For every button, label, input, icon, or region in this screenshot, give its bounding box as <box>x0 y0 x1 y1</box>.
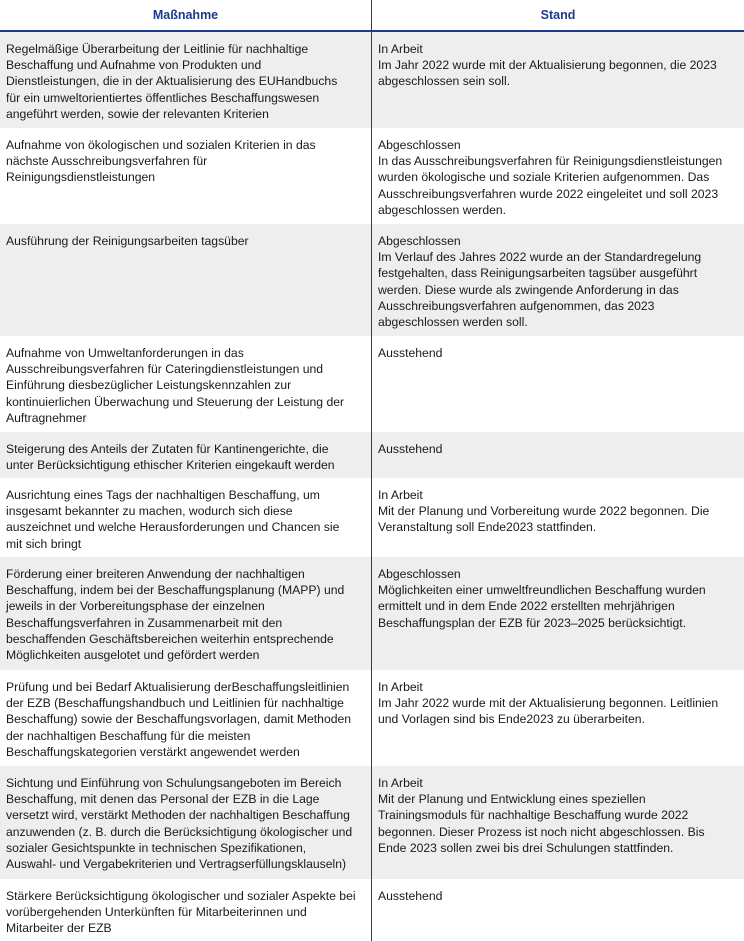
table-header <box>0 0 744 32</box>
status-label: In Arbeit <box>378 776 423 790</box>
status-detail: Mit der Planung und Entwicklung eines speziellen Trainingsmoduls für nachhaltige Beschaffung wurde 2022 begonnen. Dieser Prozess ist noch nicht abgeschlossen. Bis Ende 2023 sollen zwei bis drei Schulungen stattfinden. <box>378 792 705 855</box>
table-row <box>0 478 744 557</box>
measure-cell: Aufnahme von ökologischen und sozialen Kriterien in das nächste Ausschreibungsverfahren für Reinigungsdienstleistungen <box>6 138 316 185</box>
status-label: Ausstehend <box>378 442 443 456</box>
status-detail: Im Jahr 2022 wurde mit der Aktualisierung begonnen. Leitlinien und Vorlagen sind bis Ende2023 zu überarbeiten. <box>378 696 719 727</box>
measure-cell: Sichtung und Einführung von Schulungsangeboten im Bereich Beschaffung, mit denen das Personal der EZB in die Lage versetzt wird, verstärkt Methoden der nachhaltigen Beschaffung anzuwenden (z. B. durch die Berücksichtigung ökologischer und sozialer Gesichtspunkte in technischen Spezifikationen, Auswahl- und Vergabekriterien und Vertragserfüllungsklauseln) <box>6 776 353 872</box>
status-label: Ausstehend <box>378 889 443 903</box>
table-row <box>0 32 744 128</box>
status-detail: Mit der Planung und Vorbereitung wurde 2022 begonnen. Die Veranstaltung soll Ende2023 stattfinden. <box>378 504 710 535</box>
status-label: Abgeschlossen <box>378 234 461 248</box>
status-cell <box>371 766 744 879</box>
table-row <box>0 128 744 224</box>
status-detail: In das Ausschreibungsverfahren für Reinigungsdienstleistungen wurden ökologische und soziale Kriterien aufgenommen. Das Ausschreibungsverfahren wurde 2022 eingeleitet und soll 2023 abgeschlossen werden. <box>378 154 723 217</box>
table-row <box>0 670 744 766</box>
status-detail: Möglichkeiten einer umweltfreundlichen Beschaffung wurden ermittelt und in dem Ende 2022 erstellten mehrjährigen Beschaffungsplan der EZB für 2023–2025 berücksichtigt. <box>378 583 706 630</box>
status-cell <box>371 879 744 941</box>
table-row <box>0 766 744 879</box>
measure-cell: Ausrichtung eines Tags der nachhaltigen Beschaffung, um insgesamt bekannter zu machen, wodurch sich diese auszeichnet und welche Herausforderungen und Chancen sie mit sich bringt <box>6 488 340 551</box>
measure-cell: Prüfung und bei Bedarf Aktualisierung derBeschaffungsleitlinien der EZB (Beschaffungshandbuch und Leitlinien für nachhaltige Beschaffung) sowie der Beschaffungsvorlagen, damit Methoden der nachhaltigen Beschaffung für die meisten Beschaffungskategorien verstärkt angewendet werden <box>6 680 352 759</box>
status-cell <box>371 32 744 128</box>
header-stand: Stand <box>371 0 744 30</box>
status-label: Ausstehend <box>378 346 443 360</box>
table-row <box>0 432 744 478</box>
measure-cell: Stärkere Berücksichtigung ökologischer und sozialer Aspekte bei vorübergehenden Unterkünften für Mitarbeiterinnen und Mitarbeiter der EZB <box>6 889 356 936</box>
table-row <box>0 557 744 670</box>
header-massnahme: Maßnahme <box>152 8 219 22</box>
status-label: Abgeschlossen <box>378 567 461 581</box>
measure-cell: Förderung einer breiteren Anwendung der nachhaltigen Beschaffung, indem bei der Beschaffungsplanung (MAPP) und jeweils in der Vorbereitungsphase der einzelnen Beschaffungsverfahren in Zusammenarbeit mit den beschaffenden Geschäftsbereichen weiterhin entsprechende Möglichkeiten ausgelotet und gefördert werden <box>6 567 345 663</box>
status-label: In Arbeit <box>378 680 423 694</box>
status-label: Abgeschlossen <box>378 138 461 152</box>
status-detail: Im Jahr 2022 wurde mit der Aktualisierung begonnen, die 2023 abgeschlossen sein soll. <box>378 58 717 89</box>
status-cell <box>371 557 744 670</box>
table-row <box>0 879 744 941</box>
status-detail: Im Verlauf des Jahres 2022 wurde an der Standardregelung festgehalten, dass Reinigungsarbeiten tagsüber ausgeführt werden. Diese wurde als zwingende Anforderung in das Ausschreibungsverfahren aufgenommen, das 2023 abgeschlossen werden soll. <box>378 250 702 330</box>
measure-cell: Regelmäßige Überarbeitung der Leitlinie für nachhaltige Beschaffung und Aufnahme von Produkten und Dienstleistungen, die in der Aktualisierung des EUHandbuchs für ein umweltorientiertes öffentliches Beschaffungswesen angeführt werden, sowie der relevanten Kriterien <box>6 42 338 121</box>
measure-cell: Ausführung der Reinigungsarbeiten tagsüber <box>6 234 249 248</box>
status-label: In Arbeit <box>378 42 423 56</box>
status-label: In Arbeit <box>378 488 423 502</box>
status-cell <box>371 670 744 766</box>
status-cell <box>371 336 744 432</box>
table-row <box>0 336 744 432</box>
status-cell <box>371 478 744 557</box>
status-cell <box>371 224 744 336</box>
measure-cell: Steigerung des Anteils der Zutaten für Kantinengerichte, die unter Berücksichtigung ethischer Kriterien eingekauft werden <box>6 442 335 473</box>
status-cell <box>371 432 744 478</box>
status-cell <box>371 128 744 224</box>
table-row <box>0 224 744 336</box>
measure-cell: Aufnahme von Umweltanforderungen in das Ausschreibungsverfahren für Cateringdienstleistungen und Einführung diesbezüglicher Leistungskennzahlen zur kontinuierlichen Überwachung und Steuerung der Leistung der Auftragnehmer <box>6 346 345 425</box>
